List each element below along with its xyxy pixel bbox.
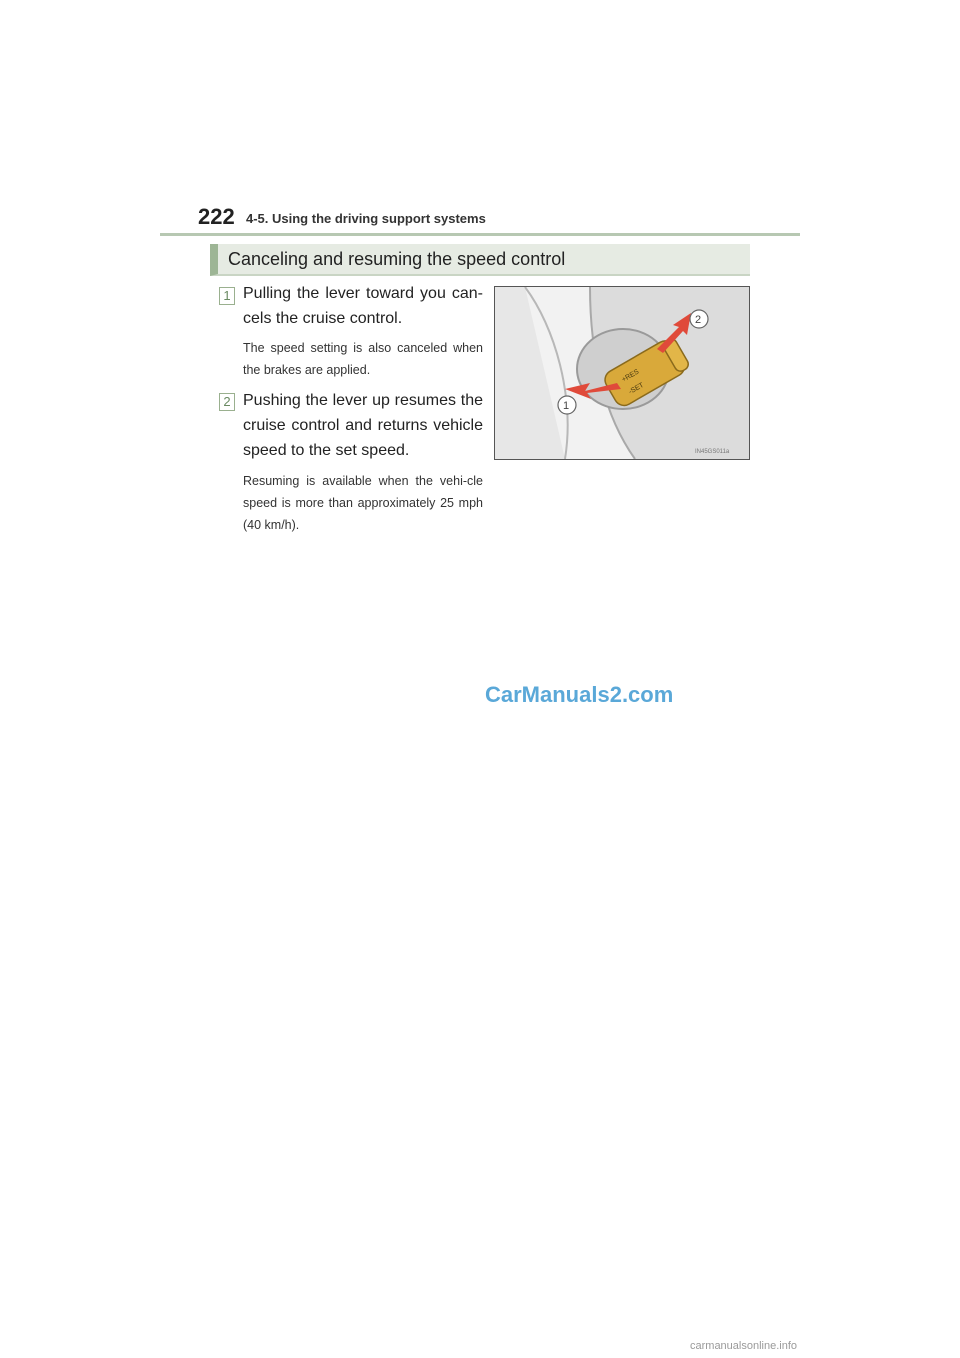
svg-text:+RES: +RES [620, 368, 641, 384]
cruise-lever-illustration [494, 286, 750, 460]
step-1-marker: 1 [219, 287, 235, 305]
watermark-text: CarManuals2.com [485, 682, 674, 707]
figure-code: IN45GS011a [695, 449, 730, 455]
step-1-note: The speed setting is also canceled when the brakes are applied. [243, 341, 483, 377]
step-2-note: Resuming is available when the vehi-cle speed is more than approximately 25 mph (40 km/h). [243, 474, 483, 532]
svg-text:-SET: -SET [627, 381, 646, 396]
heading-text: Canceling and resuming the speed control [228, 249, 566, 269]
page-number: 222 [198, 204, 235, 229]
step-2-text: Pushing the lever up resumes the cruise control and returns vehicle speed to the set speed. [243, 392, 483, 459]
section-heading [210, 244, 750, 276]
lever-illustration-svg [495, 287, 749, 459]
callout-2-label: 2 [695, 314, 702, 326]
header-rule [160, 233, 800, 236]
footer-text: carmanualsonline.info [690, 1340, 798, 1352]
callout-1-label: 1 [563, 400, 570, 412]
step-2-marker: 2 [219, 393, 235, 411]
page-header [160, 204, 800, 236]
step-1-text: Pulling the lever toward you can-cels the cruise control. [243, 285, 483, 327]
section-title: 4-5. Using the driving support systems [246, 211, 486, 226]
